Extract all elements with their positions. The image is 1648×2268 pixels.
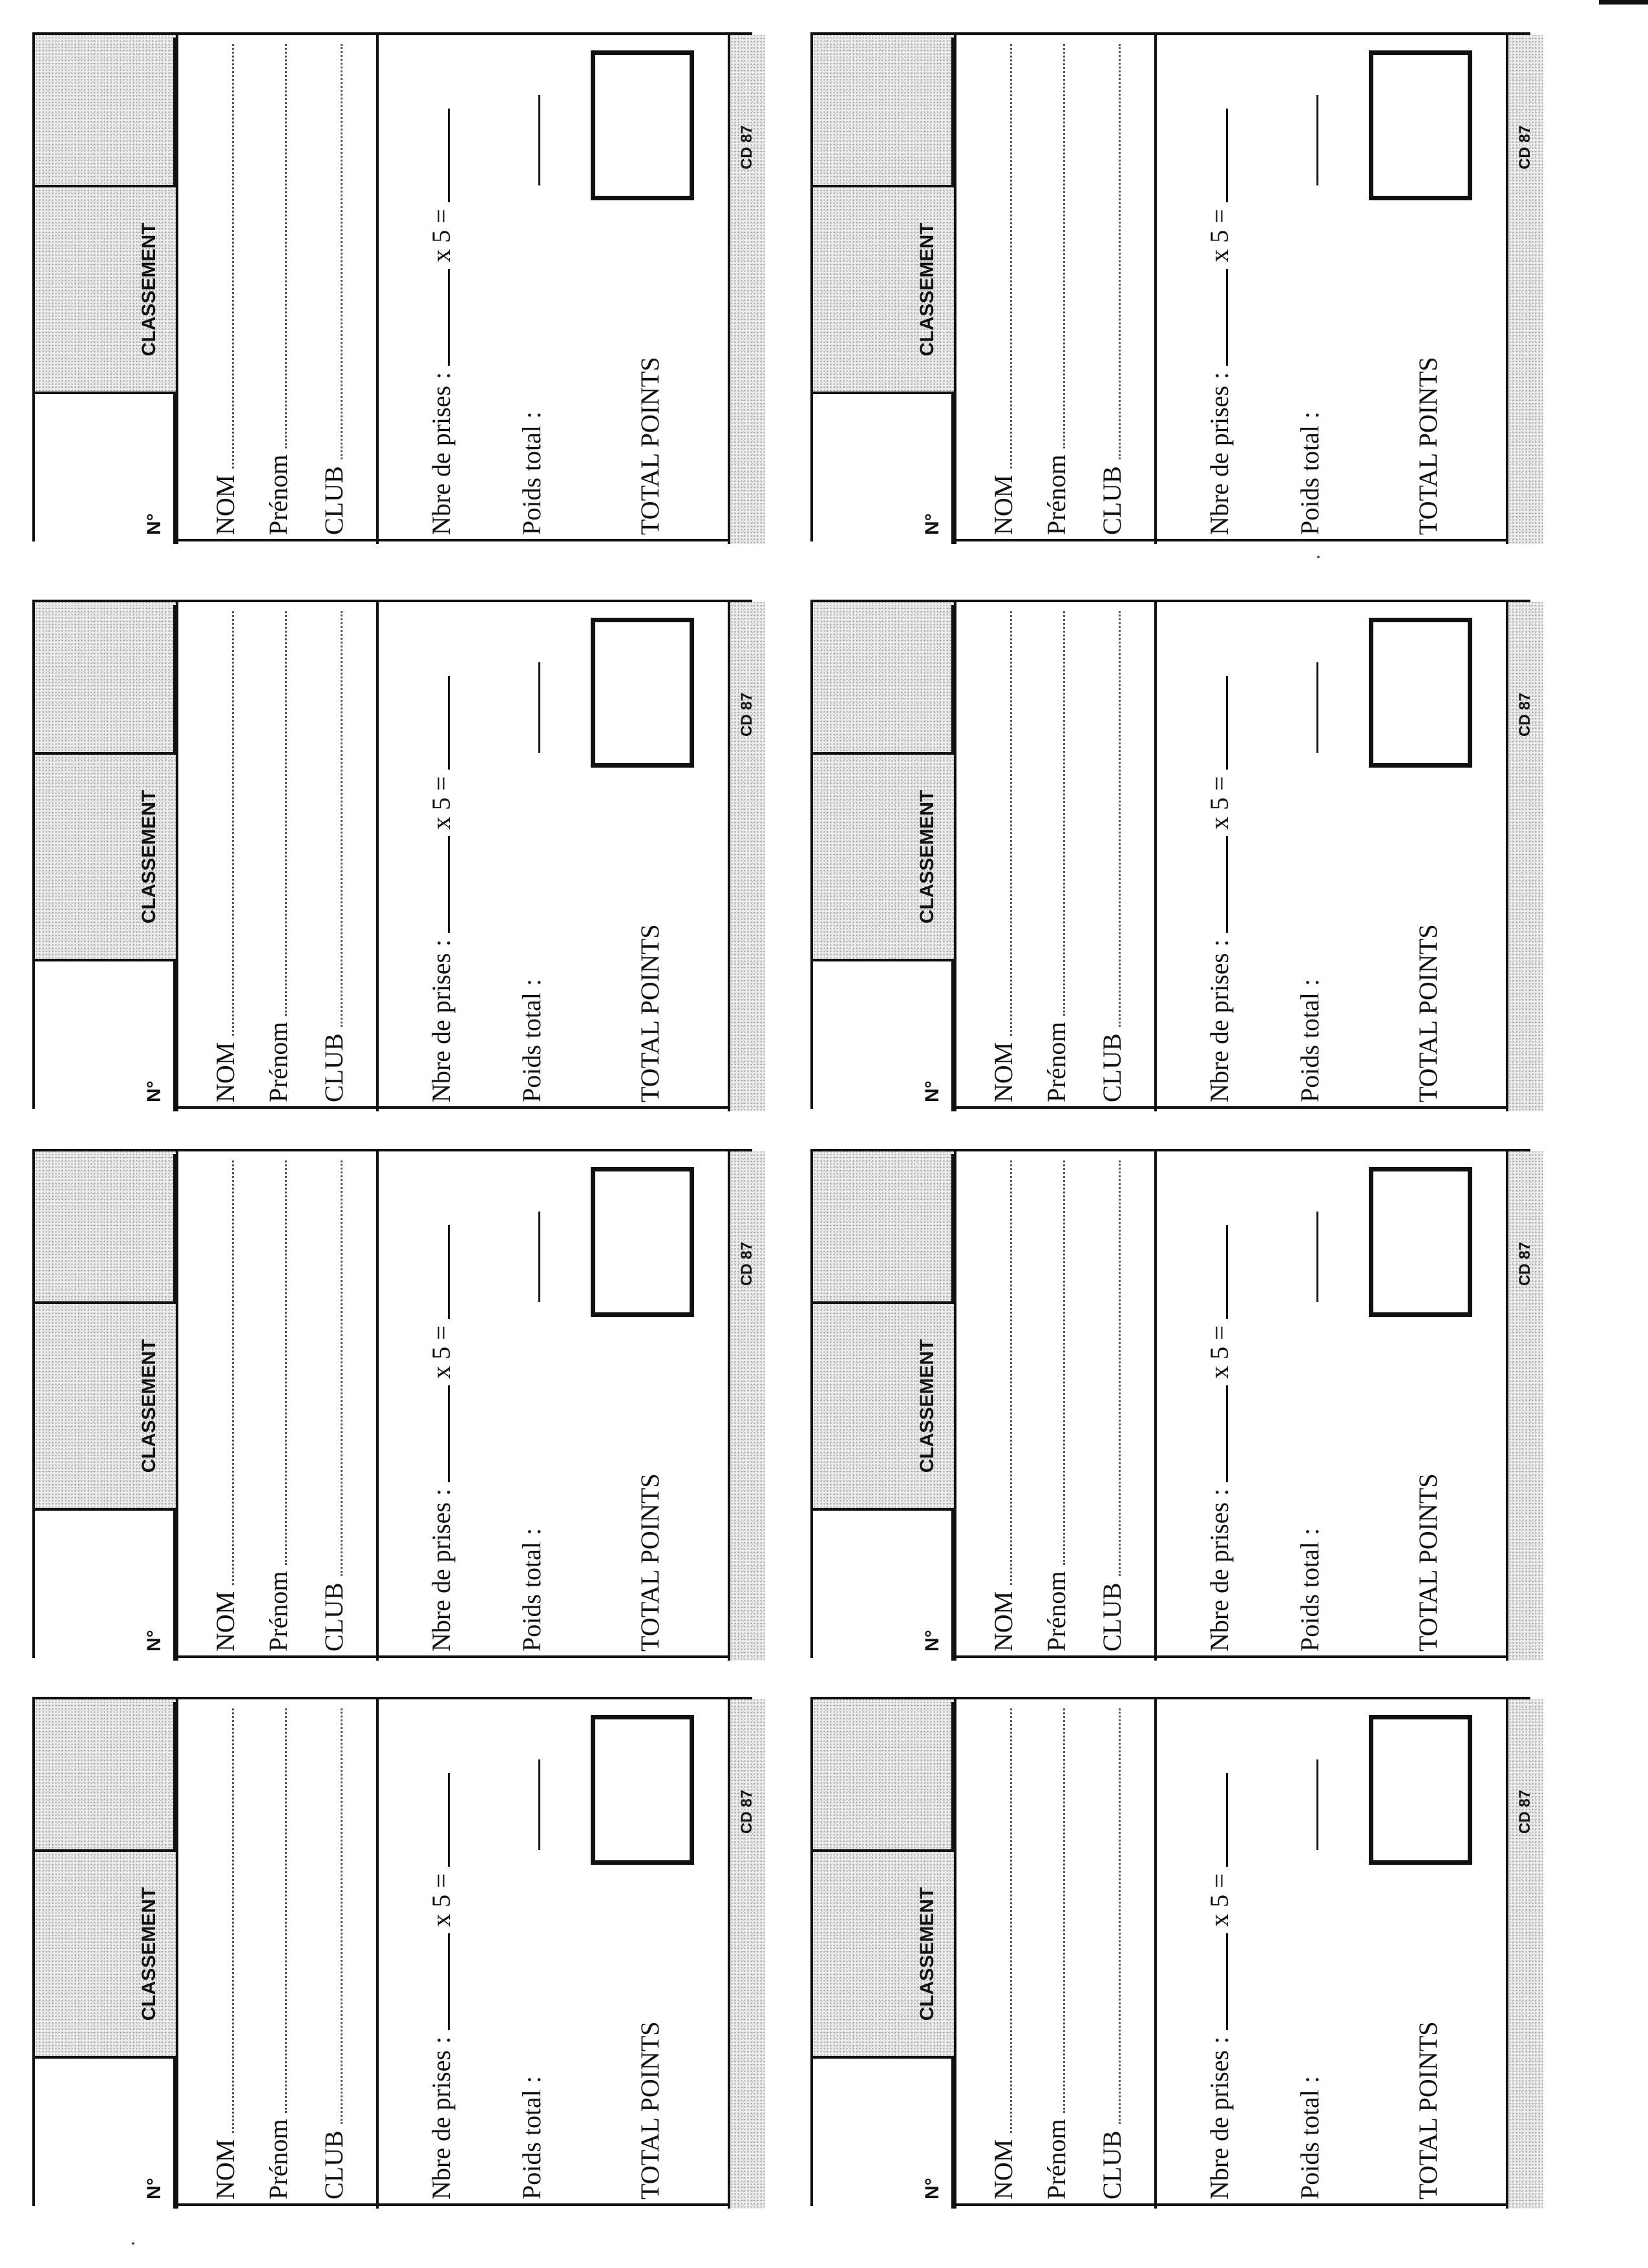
number-box[interactable] (813, 2056, 954, 2209)
club-label: CLUB (319, 1582, 348, 1652)
score-card (810, 32, 1534, 541)
card-footer (1506, 35, 1543, 544)
club-label: CLUB (1097, 1582, 1126, 1652)
classement-label: CLASSEMENT (916, 790, 938, 924)
total-points-box[interactable] (591, 618, 694, 768)
score-card (32, 32, 755, 541)
prises-label: Nbre de prises : (427, 1488, 456, 1652)
prenom-field[interactable] (284, 611, 287, 1016)
prises-result-field[interactable] (1225, 1773, 1228, 1867)
card-footer (1506, 602, 1543, 1111)
number-box[interactable] (813, 959, 954, 1111)
club-row[interactable] (1088, 611, 1127, 1102)
prenom-field[interactable] (1062, 44, 1065, 448)
prenom-row[interactable] (1033, 1160, 1072, 1652)
club-field[interactable] (1118, 611, 1121, 1027)
prenom-row[interactable] (255, 611, 293, 1102)
header-section (35, 35, 178, 544)
prises-row (1204, 1225, 1234, 1652)
nom-label: NOM (989, 1042, 1018, 1102)
club-row[interactable] (310, 44, 349, 535)
prises-result-field[interactable] (1225, 1225, 1228, 1319)
multiplier-label: x 5 = (1205, 1325, 1234, 1379)
card-footer (728, 602, 765, 1111)
prises-label: Nbre de prises : (1205, 1488, 1234, 1652)
score-card (810, 600, 1534, 1109)
prises-row (1204, 109, 1234, 535)
score-card (810, 1149, 1534, 1658)
classement-label: CLASSEMENT (916, 222, 938, 357)
classement-box[interactable] (813, 1154, 954, 1304)
prenom-field[interactable] (1062, 611, 1065, 1016)
prenom-row[interactable] (255, 1160, 293, 1652)
prenom-row[interactable] (1033, 44, 1072, 535)
prises-label: Nbre de prises : (1205, 372, 1234, 535)
nom-field[interactable] (231, 1160, 234, 1585)
prises-field[interactable] (1225, 836, 1228, 933)
prenom-field[interactable] (284, 1708, 287, 2113)
total-points-box[interactable] (591, 1715, 694, 1865)
nom-label: NOM (211, 474, 240, 535)
total-points-label: TOTAL POINTS (1413, 2021, 1442, 2200)
prises-row (426, 1773, 456, 2200)
classement-label: CLASSEMENT (916, 1887, 938, 2021)
classement-label: CLASSEMENT (916, 1339, 938, 1473)
multiplier-label: x 5 = (1205, 776, 1234, 830)
nom-field[interactable] (1009, 44, 1012, 468)
poids-row (1294, 1759, 1325, 2200)
prenom-label: Prénom (1042, 1022, 1071, 1102)
number-box[interactable] (35, 2056, 176, 2209)
prenom-label: Prénom (264, 2119, 293, 2200)
club-row[interactable] (310, 611, 349, 1102)
prenom-field[interactable] (1062, 1708, 1065, 2113)
poids-field[interactable] (538, 95, 540, 185)
number-box[interactable] (813, 1508, 954, 1661)
poids-row (516, 662, 547, 1102)
total-points-label: TOTAL POINTS (635, 924, 664, 1102)
total-points-label: TOTAL POINTS (1413, 357, 1442, 535)
footer-code: CD 87 (738, 1242, 755, 1286)
prises-field[interactable] (1225, 269, 1228, 366)
club-row[interactable] (1088, 44, 1127, 535)
total-points-label: TOTAL POINTS (635, 357, 664, 535)
prenom-label: Prénom (1042, 454, 1071, 535)
club-label: CLUB (1097, 2130, 1126, 2200)
number-box[interactable] (35, 392, 176, 544)
total-points-box[interactable] (591, 50, 694, 200)
prises-label: Nbre de prises : (1205, 2036, 1234, 2200)
number-label: N° (922, 513, 943, 535)
multiplier-label: x 5 = (427, 209, 456, 262)
prises-result-field[interactable] (1225, 109, 1228, 202)
stray-mark (1317, 556, 1320, 558)
card-footer (728, 1699, 765, 2209)
poids-row (1294, 95, 1325, 535)
prenom-field[interactable] (1062, 1160, 1065, 1565)
score-card (810, 1697, 1534, 2206)
poids-field[interactable] (1316, 1212, 1318, 1302)
identity-section (956, 35, 1157, 544)
nom-row[interactable] (980, 44, 1019, 535)
poids-label: Poids total : (1295, 411, 1324, 535)
nom-label: NOM (989, 2139, 1018, 2200)
multiplier-label: x 5 = (427, 1873, 456, 1927)
prises-row (1204, 676, 1234, 1102)
prises-row (1204, 1773, 1234, 2200)
nom-row[interactable] (202, 611, 240, 1102)
stray-mark (132, 2242, 134, 2245)
card-footer (728, 1151, 765, 1661)
club-row[interactable] (310, 1708, 349, 2200)
prises-field[interactable] (447, 836, 450, 933)
poids-field[interactable] (538, 662, 540, 753)
header-section (813, 602, 956, 1111)
number-box[interactable] (35, 959, 176, 1111)
classement-box[interactable] (35, 37, 176, 187)
poids-label: Poids total : (517, 978, 546, 1102)
club-field[interactable] (340, 1708, 343, 2124)
prises-field[interactable] (1225, 1933, 1228, 2030)
prises-label: Nbre de prises : (427, 372, 456, 535)
classement-box[interactable] (35, 605, 176, 755)
corner-mark (1599, 0, 1648, 5)
identity-section (178, 602, 379, 1111)
prises-label: Nbre de prises : (1205, 939, 1234, 1102)
poids-row (516, 1212, 547, 1652)
nom-label: NOM (211, 1042, 240, 1102)
prenom-row[interactable] (255, 44, 293, 535)
prises-field[interactable] (447, 1933, 450, 2030)
multiplier-label: x 5 = (427, 776, 456, 830)
poids-label: Poids total : (517, 411, 546, 535)
footer-code: CD 87 (738, 1790, 755, 1834)
club-field[interactable] (340, 44, 343, 459)
club-row[interactable] (1088, 1708, 1127, 2200)
nom-row[interactable] (202, 1160, 240, 1652)
club-field[interactable] (1118, 1160, 1121, 1576)
total-points-label: TOTAL POINTS (1413, 924, 1442, 1102)
prises-row (426, 1225, 456, 1652)
poids-field[interactable] (1316, 1759, 1318, 1850)
prises-result-field[interactable] (447, 109, 450, 202)
classement-label: CLASSEMENT (138, 1887, 160, 2021)
poids-row (1294, 662, 1325, 1102)
identity-section (178, 1151, 379, 1661)
prises-field[interactable] (447, 269, 450, 366)
nom-field[interactable] (1009, 1160, 1012, 1585)
footer-code: CD 87 (1516, 1790, 1534, 1834)
number-label: N° (143, 2178, 165, 2200)
poids-row (516, 1759, 547, 2200)
number-label: N° (922, 1630, 943, 1652)
classement-label: CLASSEMENT (138, 222, 160, 357)
prises-result-field[interactable] (1225, 676, 1228, 770)
nom-field[interactable] (1009, 1708, 1012, 2133)
total-points-box[interactable] (1369, 1167, 1472, 1317)
prenom-row[interactable] (1033, 611, 1072, 1102)
poids-label: Poids total : (1295, 1528, 1324, 1652)
prenom-label: Prénom (264, 454, 293, 535)
prises-row (426, 676, 456, 1102)
identity-section (956, 1699, 1157, 2209)
classement-label: CLASSEMENT (138, 1339, 160, 1473)
header-section (813, 35, 956, 544)
classement-box[interactable] (813, 37, 954, 187)
nom-field[interactable] (231, 44, 234, 468)
prenom-label: Prénom (264, 1022, 293, 1102)
header-section (35, 1151, 178, 1661)
header-section (35, 1699, 178, 2209)
prenom-label: Prénom (1042, 2119, 1071, 2200)
prises-label: Nbre de prises : (427, 939, 456, 1102)
header-section (35, 602, 178, 1111)
multiplier-label: x 5 = (1205, 209, 1234, 262)
club-field[interactable] (1118, 1708, 1121, 2124)
card-footer (1506, 1151, 1543, 1661)
multiplier-label: x 5 = (427, 1325, 456, 1379)
number-box[interactable] (35, 1508, 176, 1661)
nom-field[interactable] (231, 1708, 234, 2133)
poids-label: Poids total : (517, 1528, 546, 1652)
classement-box[interactable] (35, 1702, 176, 1852)
footer-code: CD 87 (738, 125, 755, 170)
poids-label: Poids total : (517, 2075, 546, 2200)
club-label: CLUB (1097, 466, 1126, 535)
prises-field[interactable] (1225, 1385, 1228, 1482)
number-label: N° (143, 513, 165, 535)
classement-label: CLASSEMENT (138, 790, 160, 924)
poids-field[interactable] (538, 1759, 540, 1850)
club-label: CLUB (319, 2130, 348, 2200)
total-points-box[interactable] (1369, 50, 1472, 200)
card-footer (728, 35, 765, 544)
total-points-label: TOTAL POINTS (635, 2021, 664, 2200)
nom-row[interactable] (980, 611, 1019, 1102)
poids-row (516, 95, 547, 535)
nom-row[interactable] (980, 1160, 1019, 1652)
poids-field[interactable] (538, 1212, 540, 1302)
prenom-field[interactable] (284, 44, 287, 448)
poids-field[interactable] (1316, 662, 1318, 753)
club-field[interactable] (340, 1160, 343, 1576)
poids-row (1294, 1212, 1325, 1652)
nom-label: NOM (211, 2139, 240, 2200)
number-label: N° (922, 1080, 943, 1102)
prises-field[interactable] (447, 1385, 450, 1482)
prenom-row[interactable] (255, 1708, 293, 2200)
nom-field[interactable] (231, 611, 234, 1036)
club-label: CLUB (319, 466, 348, 535)
nom-row[interactable] (980, 1708, 1019, 2200)
multiplier-label: x 5 = (1205, 1873, 1234, 1927)
nom-field[interactable] (1009, 611, 1012, 1036)
number-label: N° (922, 2178, 943, 2200)
footer-code: CD 87 (1516, 693, 1534, 737)
prenom-row[interactable] (1033, 1708, 1072, 2200)
prises-result-field[interactable] (447, 1773, 450, 1867)
club-row[interactable] (310, 1160, 349, 1652)
nom-label: NOM (989, 1591, 1018, 1652)
footer-code: CD 87 (738, 693, 755, 737)
nom-row[interactable] (202, 44, 240, 535)
identity-section (178, 1699, 379, 2209)
club-label: CLUB (1097, 1033, 1126, 1102)
score-card (32, 1149, 755, 1658)
footer-code: CD 87 (1516, 1242, 1534, 1286)
identity-section (178, 35, 379, 544)
poids-label: Poids total : (1295, 978, 1324, 1102)
prises-row (426, 109, 456, 535)
total-points-box[interactable] (1369, 618, 1472, 768)
nom-row[interactable] (202, 1708, 240, 2200)
prises-result-field[interactable] (447, 676, 450, 770)
total-points-box[interactable] (1369, 1715, 1472, 1865)
nom-label: NOM (211, 1591, 240, 1652)
club-field[interactable] (340, 611, 343, 1027)
header-section (813, 1151, 956, 1661)
prenom-label: Prénom (1042, 1571, 1071, 1652)
prenom-field[interactable] (284, 1160, 287, 1565)
classement-box[interactable] (35, 1154, 176, 1304)
total-points-box[interactable] (591, 1167, 694, 1317)
header-section (813, 1699, 956, 2209)
club-row[interactable] (1088, 1160, 1127, 1652)
prises-label: Nbre de prises : (427, 2036, 456, 2200)
prenom-label: Prénom (264, 1571, 293, 1652)
prises-result-field[interactable] (447, 1225, 450, 1319)
card-footer (1506, 1699, 1543, 2209)
number-label: N° (143, 1080, 165, 1102)
classement-box[interactable] (813, 605, 954, 755)
identity-section (956, 1151, 1157, 1661)
score-card (32, 600, 755, 1109)
club-field[interactable] (1118, 44, 1121, 459)
poids-field[interactable] (1316, 95, 1318, 185)
number-box[interactable] (813, 392, 954, 544)
total-points-label: TOTAL POINTS (635, 1473, 664, 1652)
identity-section (956, 602, 1157, 1111)
number-label: N° (143, 1630, 165, 1652)
footer-code: CD 87 (1516, 125, 1534, 170)
classement-box[interactable] (813, 1702, 954, 1852)
total-points-label: TOTAL POINTS (1413, 1473, 1442, 1652)
nom-label: NOM (989, 474, 1018, 535)
score-card (32, 1697, 755, 2206)
club-label: CLUB (319, 1033, 348, 1102)
poids-label: Poids total : (1295, 2075, 1324, 2200)
